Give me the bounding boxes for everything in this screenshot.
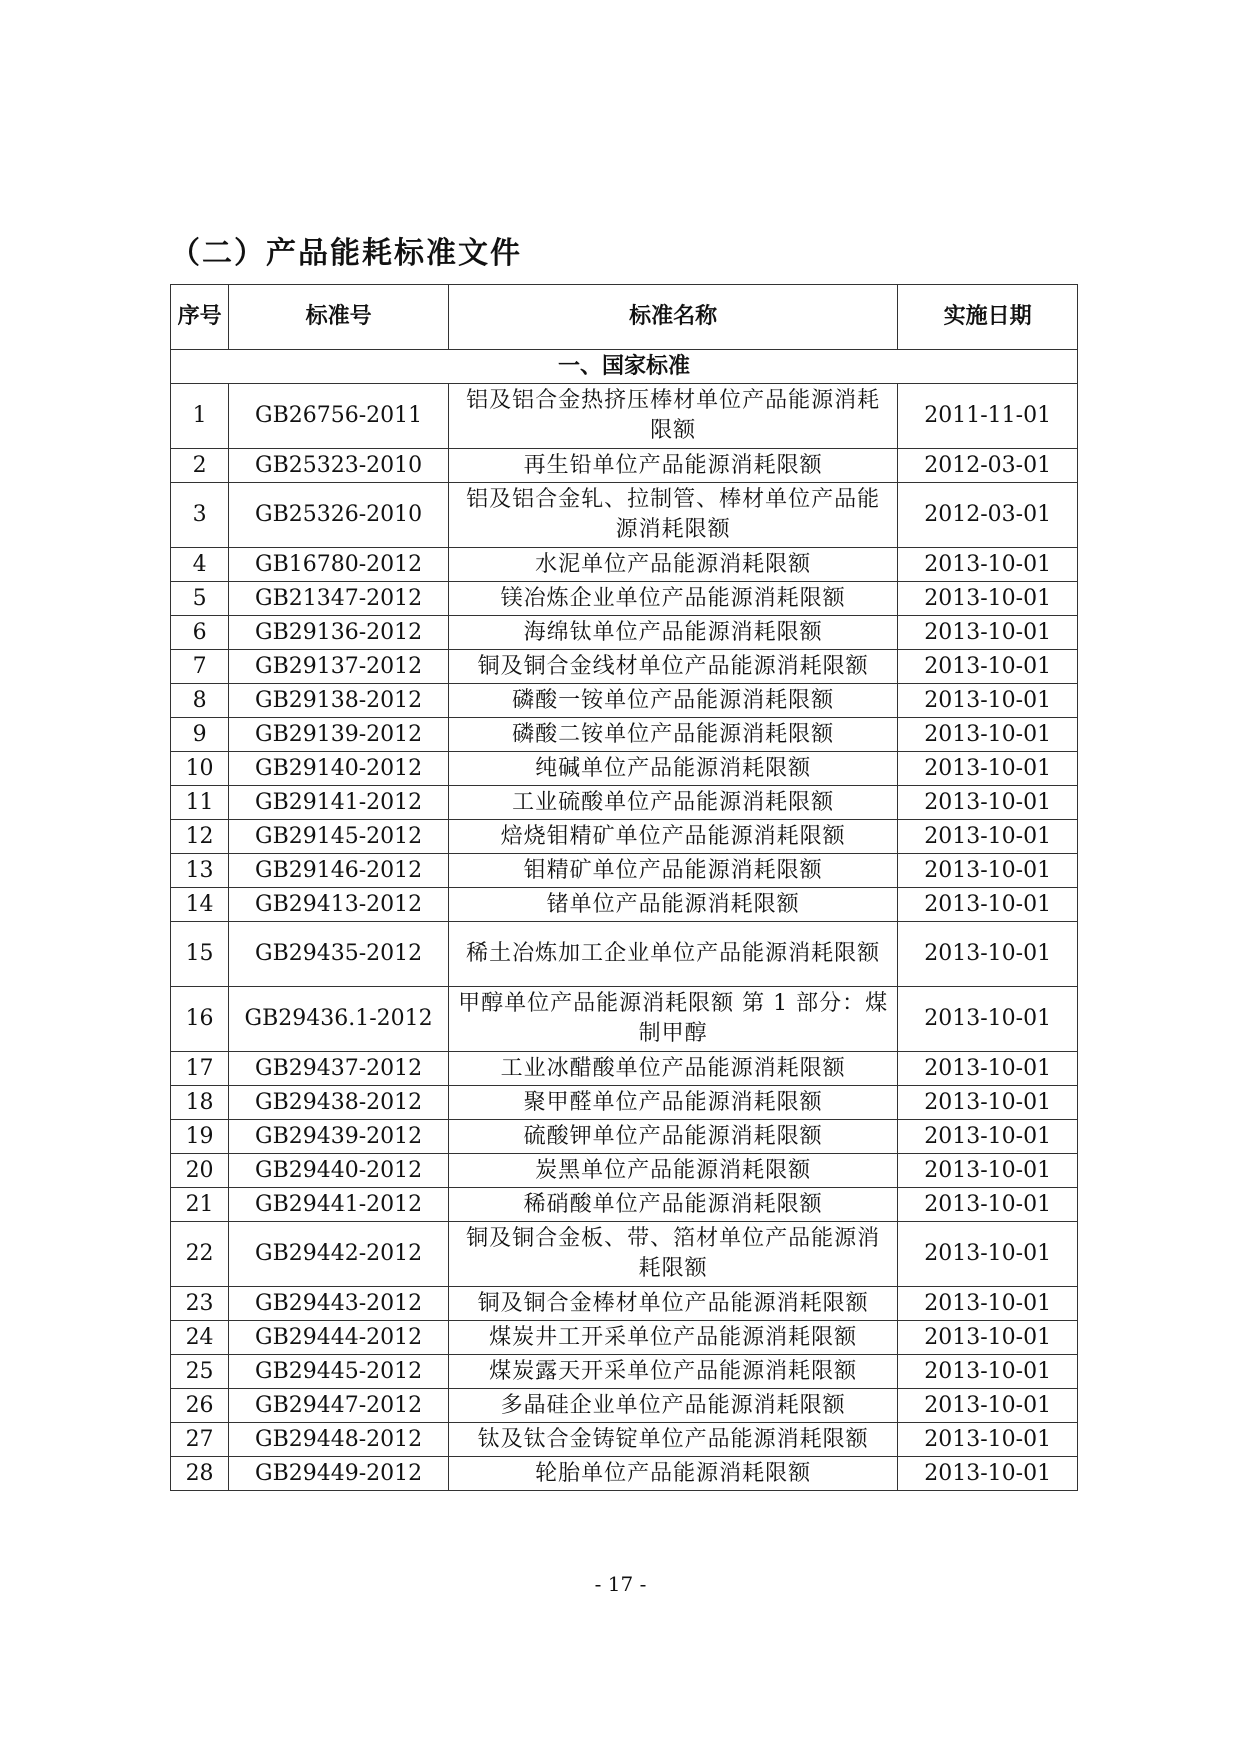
row-standard-name: 煤炭露天开采单位产品能源消耗限额 [449, 1355, 898, 1389]
row-standard-code: GB29443-2012 [229, 1287, 449, 1321]
row-effective-date: 2013-10-01 [898, 1321, 1078, 1355]
row-standard-name: 再生铅单位产品能源消耗限额 [449, 449, 898, 483]
table-row [171, 1120, 1078, 1154]
row-standard-code: GB29145-2012 [229, 820, 449, 854]
row-standard-code: GB29445-2012 [229, 1355, 449, 1389]
row-standard-name: 锗单位产品能源消耗限额 [449, 888, 898, 922]
row-effective-date: 2013-10-01 [898, 718, 1078, 752]
header-standard-name: 标准名称 [449, 285, 898, 350]
row-standard-code: GB25326-2010 [229, 483, 449, 548]
table-row [171, 1457, 1078, 1491]
row-standard-code: GB26756-2011 [229, 384, 449, 449]
row-serial-number: 16 [171, 987, 229, 1052]
row-serial-number: 8 [171, 684, 229, 718]
row-standard-code: GB29139-2012 [229, 718, 449, 752]
row-serial-number: 18 [171, 1086, 229, 1120]
row-effective-date: 2013-10-01 [898, 1086, 1078, 1120]
row-serial-number: 22 [171, 1222, 229, 1287]
row-standard-code: GB29439-2012 [229, 1120, 449, 1154]
row-standard-code: GB29449-2012 [229, 1457, 449, 1491]
row-standard-name: 稀土冶炼加工企业单位产品能源消耗限额 [449, 922, 898, 987]
row-standard-name: 磷酸二铵单位产品能源消耗限额 [449, 718, 898, 752]
row-serial-number: 1 [171, 384, 229, 449]
table-row [171, 548, 1078, 582]
row-effective-date: 2013-10-01 [898, 1154, 1078, 1188]
row-effective-date: 2013-10-01 [898, 548, 1078, 582]
row-standard-code: GB29137-2012 [229, 650, 449, 684]
row-effective-date: 2013-10-01 [898, 1222, 1078, 1287]
row-standard-name: 钼精矿单位产品能源消耗限额 [449, 854, 898, 888]
row-effective-date: 2013-10-01 [898, 987, 1078, 1052]
row-serial-number: 14 [171, 888, 229, 922]
row-standard-name: 钛及钛合金铸锭单位产品能源消耗限额 [449, 1423, 898, 1457]
standards-table [170, 284, 1078, 1491]
row-standard-code: GB25323-2010 [229, 449, 449, 483]
row-serial-number: 5 [171, 582, 229, 616]
row-effective-date: 2013-10-01 [898, 1389, 1078, 1423]
row-effective-date: 2013-10-01 [898, 854, 1078, 888]
row-standard-name: 工业冰醋酸单位产品能源消耗限额 [449, 1052, 898, 1086]
table-row [171, 616, 1078, 650]
row-standard-name: 铝及铝合金轧、拉制管、棒材单位产品能源消耗限额 [449, 483, 898, 548]
row-standard-name: 铜及铜合金板、带、箔材单位产品能源消耗限额 [449, 1222, 898, 1287]
row-standard-name: 煤炭井工开采单位产品能源消耗限额 [449, 1321, 898, 1355]
table-row [171, 1321, 1078, 1355]
row-effective-date: 2013-10-01 [898, 888, 1078, 922]
row-serial-number: 20 [171, 1154, 229, 1188]
row-standard-code: GB29141-2012 [229, 786, 449, 820]
row-serial-number: 27 [171, 1423, 229, 1457]
row-standard-name: 水泥单位产品能源消耗限额 [449, 548, 898, 582]
row-serial-number: 17 [171, 1052, 229, 1086]
row-effective-date: 2012-03-01 [898, 483, 1078, 548]
row-standard-code: GB29440-2012 [229, 1154, 449, 1188]
table-row [171, 752, 1078, 786]
row-effective-date: 2013-10-01 [898, 616, 1078, 650]
row-standard-code: GB29413-2012 [229, 888, 449, 922]
row-standard-code: GB29438-2012 [229, 1086, 449, 1120]
table-row [171, 786, 1078, 820]
header-standard-code: 标准号 [229, 285, 449, 350]
table-row [171, 820, 1078, 854]
row-effective-date: 2013-10-01 [898, 582, 1078, 616]
table-row [171, 684, 1078, 718]
section-title: 一、国家标准 [171, 350, 1078, 384]
table-row [171, 1423, 1078, 1457]
table-row [171, 854, 1078, 888]
row-serial-number: 12 [171, 820, 229, 854]
row-standard-code: GB29442-2012 [229, 1222, 449, 1287]
row-effective-date: 2013-10-01 [898, 1052, 1078, 1086]
row-effective-date: 2013-10-01 [898, 1457, 1078, 1491]
row-standard-name: 炭黑单位产品能源消耗限额 [449, 1154, 898, 1188]
table-row [171, 1222, 1078, 1287]
table-row [171, 483, 1078, 548]
table-row [171, 888, 1078, 922]
row-standard-code: GB29444-2012 [229, 1321, 449, 1355]
row-effective-date: 2013-10-01 [898, 1355, 1078, 1389]
row-effective-date: 2013-10-01 [898, 1188, 1078, 1222]
header-effective-date: 实施日期 [898, 285, 1078, 350]
row-standard-name: 多晶硅企业单位产品能源消耗限额 [449, 1389, 898, 1423]
row-effective-date: 2013-10-01 [898, 752, 1078, 786]
row-serial-number: 24 [171, 1321, 229, 1355]
row-standard-name: 聚甲醛单位产品能源消耗限额 [449, 1086, 898, 1120]
row-serial-number: 3 [171, 483, 229, 548]
table-row [171, 384, 1078, 449]
row-standard-code: GB29441-2012 [229, 1188, 449, 1222]
header-serial-number: 序号 [171, 285, 229, 350]
table-row [171, 650, 1078, 684]
table-row [171, 1154, 1078, 1188]
row-standard-name: 铝及铝合金热挤压棒材单位产品能源消耗限额 [449, 384, 898, 449]
row-effective-date: 2013-10-01 [898, 1120, 1078, 1154]
row-standard-code: GB29140-2012 [229, 752, 449, 786]
row-standard-name: 硫酸钾单位产品能源消耗限额 [449, 1120, 898, 1154]
row-standard-code: GB29448-2012 [229, 1423, 449, 1457]
row-standard-name: 焙烧钼精矿单位产品能源消耗限额 [449, 820, 898, 854]
row-standard-name: 铜及铜合金线材单位产品能源消耗限额 [449, 650, 898, 684]
row-effective-date: 2011-11-01 [898, 384, 1078, 449]
row-effective-date: 2013-10-01 [898, 650, 1078, 684]
row-effective-date: 2013-10-01 [898, 684, 1078, 718]
row-standard-name: 铜及铜合金棒材单位产品能源消耗限额 [449, 1287, 898, 1321]
row-standard-code: GB21347-2012 [229, 582, 449, 616]
row-serial-number: 15 [171, 922, 229, 987]
row-standard-code: GB29138-2012 [229, 684, 449, 718]
row-standard-name: 磷酸一铵单位产品能源消耗限额 [449, 684, 898, 718]
row-effective-date: 2013-10-01 [898, 820, 1078, 854]
table-row [171, 1287, 1078, 1321]
row-standard-name: 纯碱单位产品能源消耗限额 [449, 752, 898, 786]
table-row [171, 1086, 1078, 1120]
row-standard-name: 工业硫酸单位产品能源消耗限额 [449, 786, 898, 820]
row-standard-code: GB29136-2012 [229, 616, 449, 650]
row-serial-number: 7 [171, 650, 229, 684]
table-row [171, 1052, 1078, 1086]
row-serial-number: 2 [171, 449, 229, 483]
row-serial-number: 28 [171, 1457, 229, 1491]
table-row [171, 582, 1078, 616]
table-row [171, 718, 1078, 752]
row-standard-name: 稀硝酸单位产品能源消耗限额 [449, 1188, 898, 1222]
row-standard-code: GB29435-2012 [229, 922, 449, 987]
row-effective-date: 2013-10-01 [898, 1423, 1078, 1457]
section-heading: （二）产品能耗标准文件 [170, 236, 522, 271]
table-row [171, 449, 1078, 483]
table-row [171, 1389, 1078, 1423]
row-serial-number: 13 [171, 854, 229, 888]
row-standard-name: 轮胎单位产品能源消耗限额 [449, 1457, 898, 1491]
row-serial-number: 23 [171, 1287, 229, 1321]
row-standard-code: GB29146-2012 [229, 854, 449, 888]
row-serial-number: 4 [171, 548, 229, 582]
row-standard-code: GB29436.1-2012 [229, 987, 449, 1052]
row-standard-code: GB16780-2012 [229, 548, 449, 582]
table-header-row [171, 285, 1078, 350]
row-serial-number: 11 [171, 786, 229, 820]
row-serial-number: 6 [171, 616, 229, 650]
row-standard-name: 镁冶炼企业单位产品能源消耗限额 [449, 582, 898, 616]
row-effective-date: 2013-10-01 [898, 786, 1078, 820]
row-serial-number: 26 [171, 1389, 229, 1423]
row-standard-name: 甲醇单位产品能源消耗限额 第 1 部分：煤制甲醇 [449, 987, 898, 1052]
page-number: - 17 - [594, 1572, 647, 1596]
row-standard-code: GB29447-2012 [229, 1389, 449, 1423]
row-serial-number: 9 [171, 718, 229, 752]
row-standard-name: 海绵钛单位产品能源消耗限额 [449, 616, 898, 650]
row-serial-number: 19 [171, 1120, 229, 1154]
table-row [171, 1355, 1078, 1389]
table-row [171, 987, 1078, 1052]
row-standard-code: GB29437-2012 [229, 1052, 449, 1086]
row-effective-date: 2012-03-01 [898, 449, 1078, 483]
table-row [171, 1188, 1078, 1222]
row-serial-number: 10 [171, 752, 229, 786]
table-row [171, 922, 1078, 987]
row-effective-date: 2013-10-01 [898, 1287, 1078, 1321]
row-effective-date: 2013-10-01 [898, 922, 1078, 987]
row-serial-number: 25 [171, 1355, 229, 1389]
section-row [171, 350, 1078, 384]
row-serial-number: 21 [171, 1188, 229, 1222]
